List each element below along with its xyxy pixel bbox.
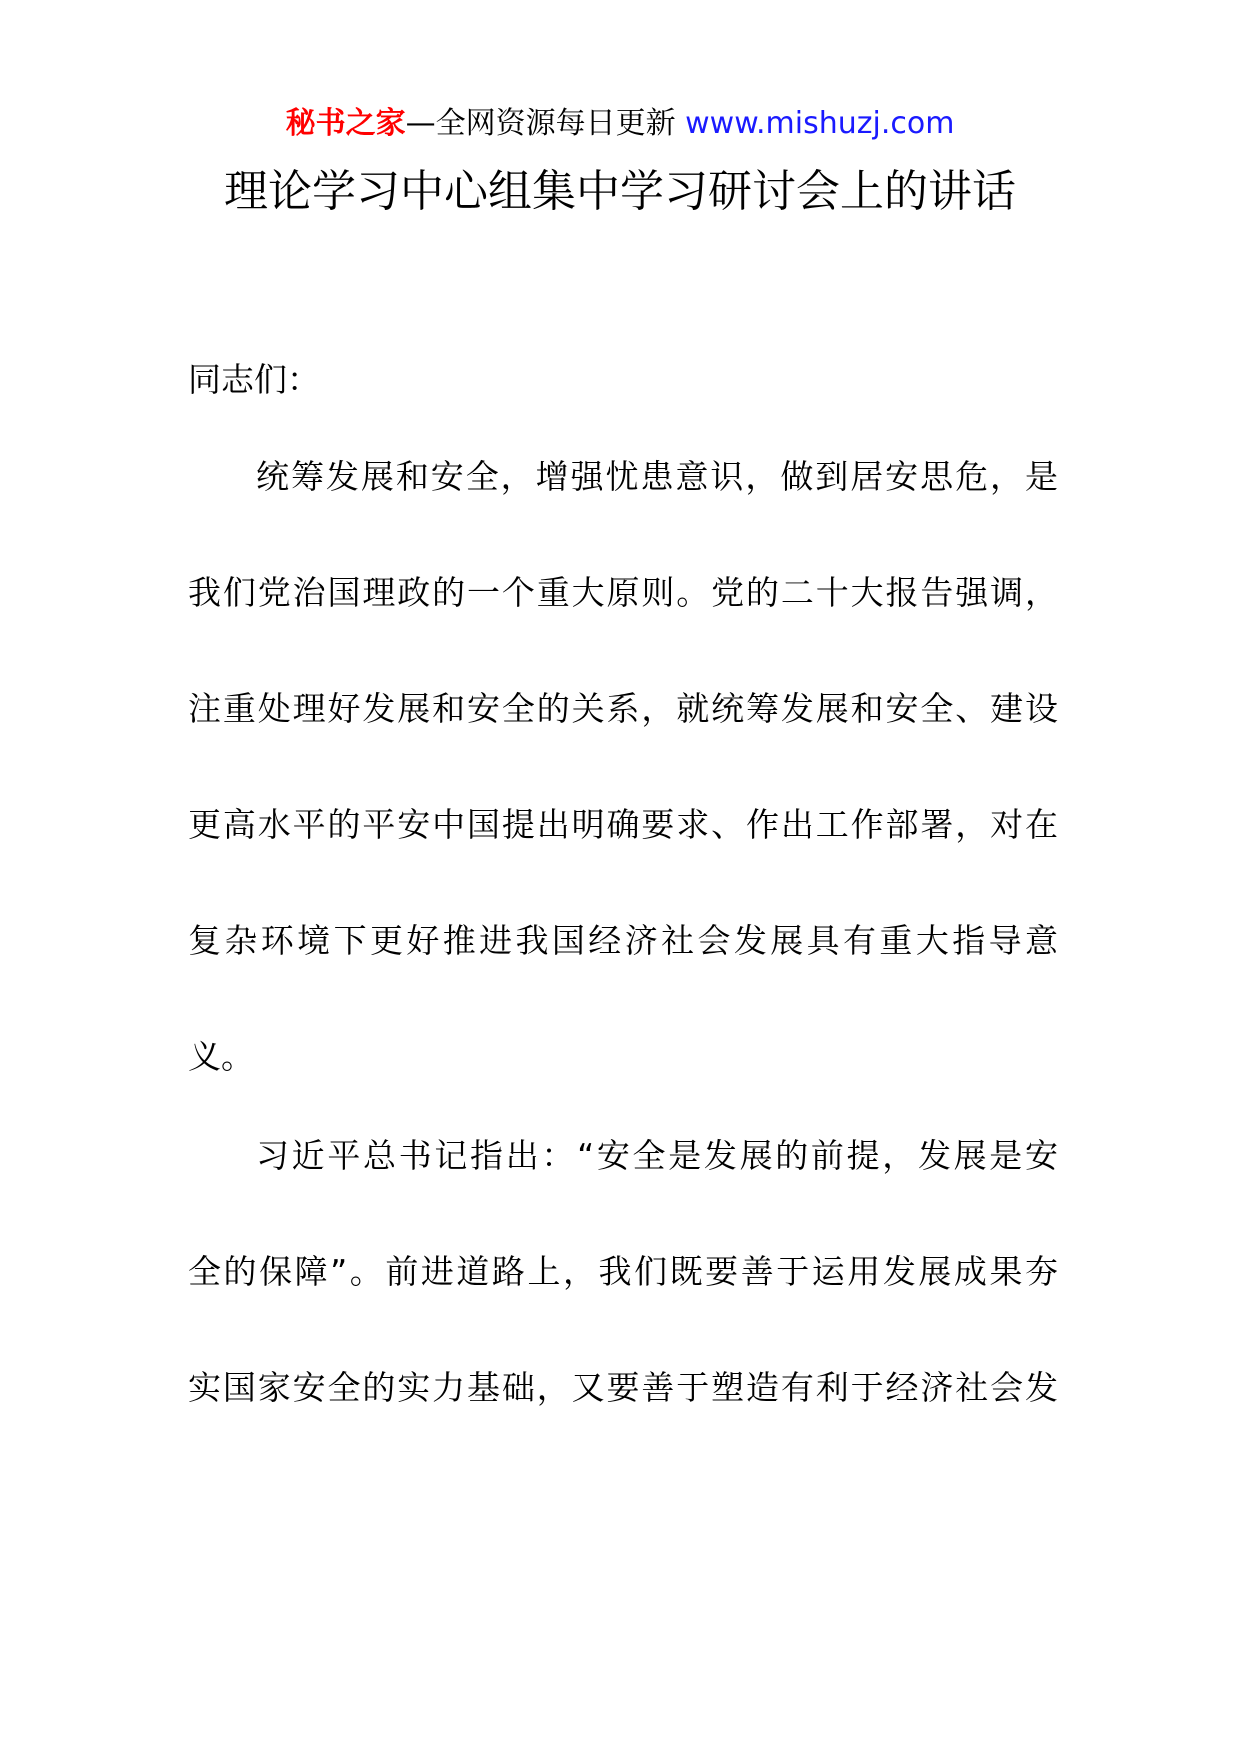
page-header	[0, 100, 1240, 148]
paragraph-line: 实国家安全的实力基础，又要善于塑造有利于经济社会发	[188, 1368, 1058, 1407]
paragraph-line: 统筹发展和安全，增强忧患意识，做到居安思危，是	[256, 457, 1058, 496]
paragraph-line: 全的保障”。前进道路上，我们既要善于运用发展成果夯	[188, 1252, 1058, 1291]
paragraph-line: 更高水平的平安中国提出明确要求、作出工作部署，对在	[188, 805, 1058, 844]
paragraph-line: 习近平总书记指出：“安全是发展的前提，发展是安	[256, 1136, 1058, 1175]
paragraph-line: 我们党治国理政的一个重大原则。党的二十大报告强调，	[188, 573, 1058, 612]
salutation: 同志们：	[188, 360, 320, 399]
header-slogan: —全网资源每日更新	[405, 106, 676, 141]
header-brand: 秘书之家	[285, 106, 406, 141]
header-site-link[interactable]: www.mishuzj.com	[685, 106, 955, 141]
paragraph-line: 义。	[188, 1037, 254, 1076]
paragraph-line: 复杂环境下更好推进我国经济社会发展具有重大指导意	[188, 921, 1058, 960]
document-title: 理论学习中心组集中学习研讨会上的讲话	[224, 166, 1016, 217]
paragraph-line: 注重处理好发展和安全的关系，就统筹发展和安全、建设	[188, 689, 1058, 728]
